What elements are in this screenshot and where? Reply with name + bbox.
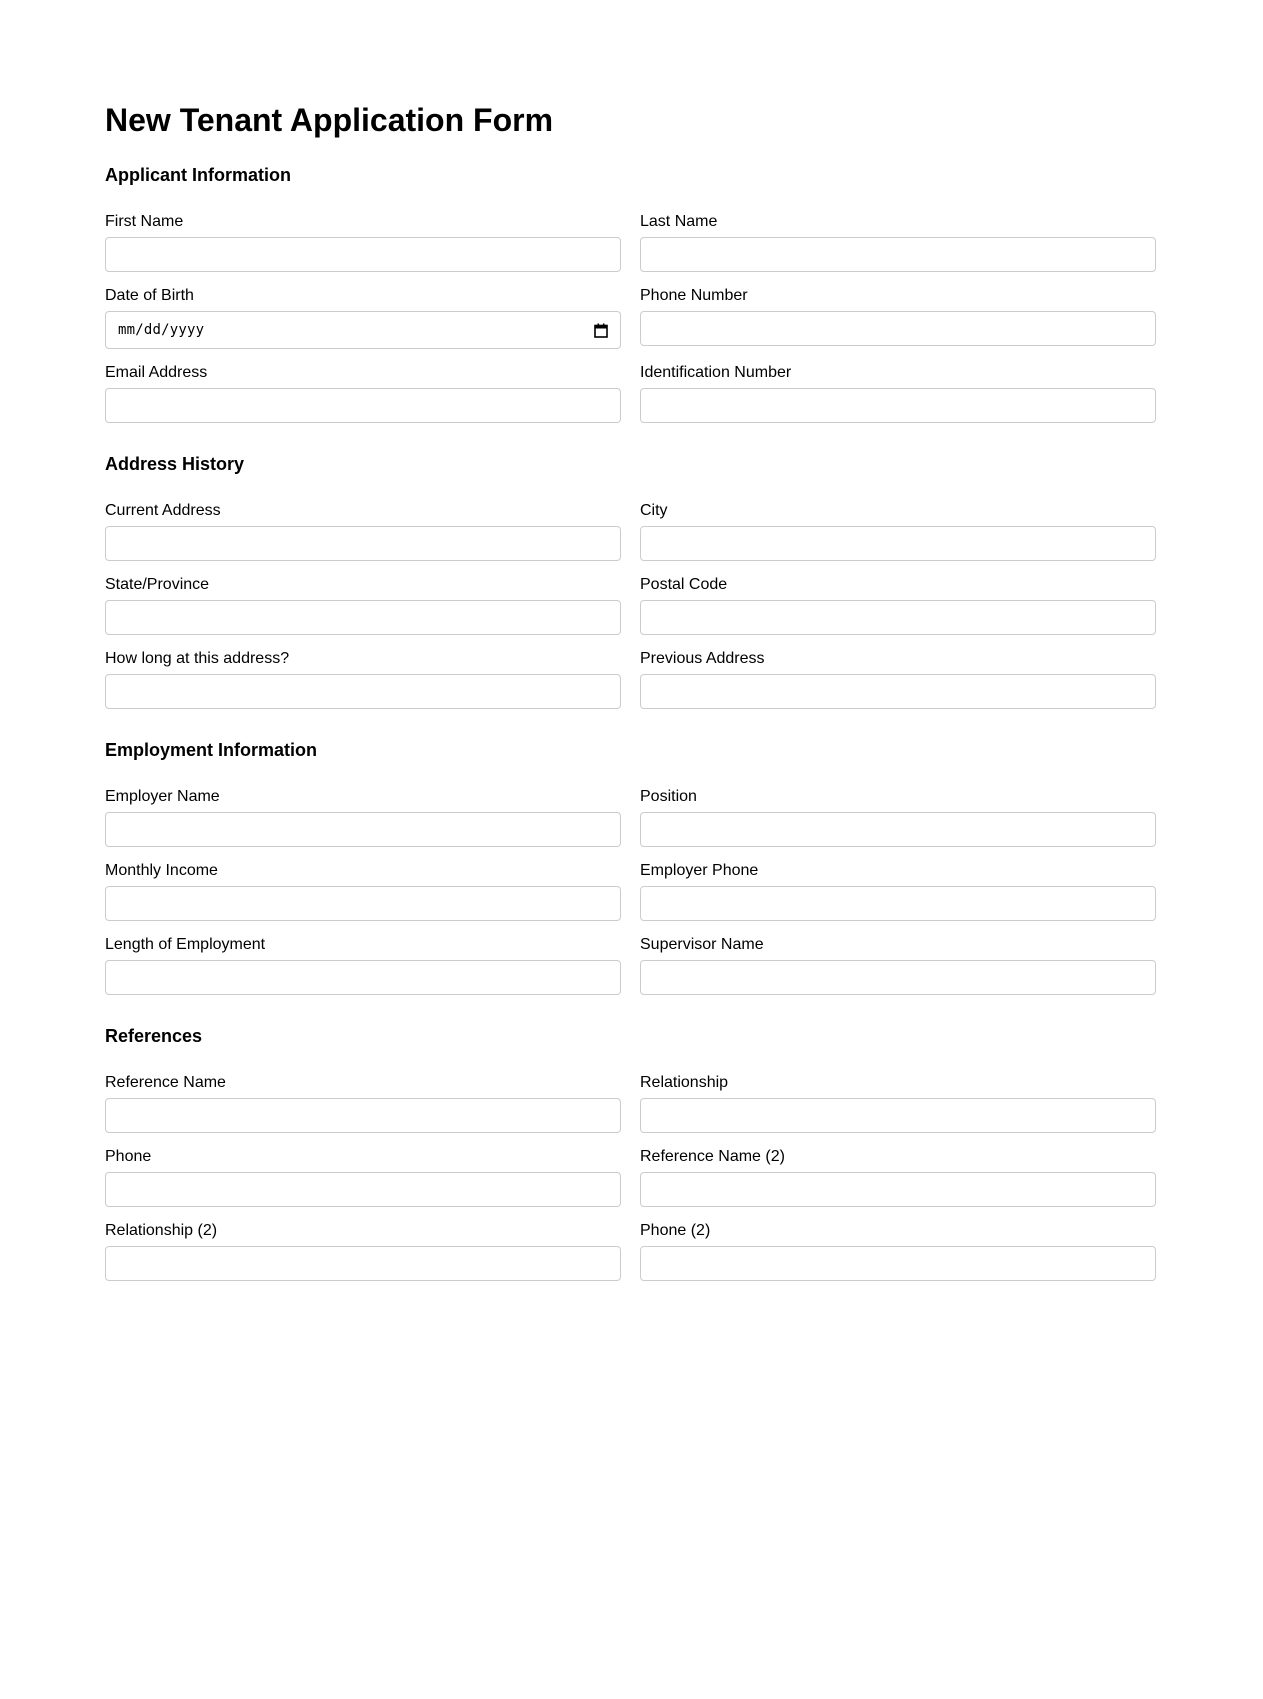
- relationship-2-input[interactable]: [105, 1246, 621, 1281]
- time-at-address-group: [105, 649, 621, 709]
- relationship-label: Relationship: [640, 1074, 729, 1091]
- email-address-label: Email Address: [105, 364, 208, 381]
- employer-name-label: Employer Name: [105, 788, 220, 805]
- identification-number-group: [640, 363, 1156, 423]
- time-at-address-label: How long at this address?: [105, 650, 290, 667]
- reference-phone-2-input[interactable]: [640, 1246, 1156, 1281]
- reference-name-input[interactable]: [105, 1098, 621, 1133]
- supervisor-name-input[interactable]: [640, 960, 1156, 995]
- section-heading-address-history: Address History: [105, 454, 245, 474]
- state-province-group: [105, 575, 621, 635]
- address-history-fields: [105, 501, 1156, 723]
- reference-phone-2-label: Phone (2): [640, 1222, 711, 1239]
- reference-name-label: Reference Name: [105, 1074, 226, 1091]
- page-title: New Tenant Application Form: [105, 102, 554, 138]
- employer-phone-label: Employer Phone: [640, 862, 759, 879]
- phone-number-group: [640, 286, 1156, 349]
- monthly-income-input[interactable]: [105, 886, 621, 921]
- state-province-label: State/Province: [105, 576, 210, 593]
- date-of-birth-group: [105, 286, 621, 349]
- previous-address-label: Previous Address: [640, 650, 765, 667]
- reference-name-group: [105, 1073, 621, 1133]
- identification-number-label: Identification Number: [640, 364, 792, 381]
- first-name-group: [105, 212, 621, 272]
- relationship-2-group: [105, 1221, 621, 1281]
- references-fields: [105, 1073, 1156, 1295]
- section-heading-employment-information: Employment Information: [105, 740, 318, 760]
- calendar-icon[interactable]: [594, 323, 608, 338]
- email-address-group: [105, 363, 621, 423]
- reference-name-2-label: Reference Name (2): [640, 1148, 785, 1165]
- reference-name-2-input[interactable]: [640, 1172, 1156, 1207]
- date-of-birth-input[interactable]: [105, 311, 621, 349]
- reference-phone-group: [105, 1147, 621, 1207]
- last-name-label: Last Name: [640, 213, 718, 230]
- employer-phone-group: [640, 861, 1156, 921]
- postal-code-label: Postal Code: [640, 576, 728, 593]
- date-of-birth-placeholder: mm/dd/yyyy: [118, 322, 205, 338]
- last-name-input[interactable]: [640, 237, 1156, 272]
- date-of-birth-label: Date of Birth: [105, 287, 194, 304]
- relationship-input[interactable]: [640, 1098, 1156, 1133]
- city-input[interactable]: [640, 526, 1156, 561]
- reference-phone-input[interactable]: [105, 1172, 621, 1207]
- city-label: City: [640, 502, 668, 519]
- position-group: [640, 787, 1156, 847]
- time-at-address-input[interactable]: [105, 674, 621, 709]
- section-heading-references: References: [105, 1026, 203, 1046]
- length-of-employment-group: [105, 935, 621, 995]
- supervisor-name-group: [640, 935, 1156, 995]
- phone-number-label: Phone Number: [640, 287, 748, 304]
- relationship-group: [640, 1073, 1156, 1133]
- position-input[interactable]: [640, 812, 1156, 847]
- email-address-input[interactable]: [105, 388, 621, 423]
- monthly-income-group: [105, 861, 621, 921]
- identification-number-input[interactable]: [640, 388, 1156, 423]
- reference-phone-label: Phone: [105, 1148, 152, 1165]
- phone-number-input[interactable]: [640, 311, 1156, 346]
- employer-name-input[interactable]: [105, 812, 621, 847]
- first-name-label: First Name: [105, 213, 184, 230]
- postal-code-input[interactable]: [640, 600, 1156, 635]
- employer-phone-input[interactable]: [640, 886, 1156, 921]
- employment-information-fields: [105, 787, 1156, 1009]
- previous-address-input[interactable]: [640, 674, 1156, 709]
- section-heading-applicant-information: Applicant Information: [105, 165, 291, 185]
- current-address-input[interactable]: [105, 526, 621, 561]
- monthly-income-label: Monthly Income: [105, 862, 218, 879]
- state-province-input[interactable]: [105, 600, 621, 635]
- supervisor-name-label: Supervisor Name: [640, 936, 764, 953]
- employer-name-group: [105, 787, 621, 847]
- first-name-input[interactable]: [105, 237, 621, 272]
- reference-name-2-group: [640, 1147, 1156, 1207]
- relationship-2-label: Relationship (2): [105, 1222, 218, 1239]
- current-address-label: Current Address: [105, 502, 221, 519]
- length-of-employment-input[interactable]: [105, 960, 621, 995]
- reference-phone-2-group: [640, 1221, 1156, 1281]
- city-group: [640, 501, 1156, 561]
- postal-code-group: [640, 575, 1156, 635]
- applicant-information-fields: [105, 212, 1156, 437]
- last-name-group: [640, 212, 1156, 272]
- previous-address-group: [640, 649, 1156, 709]
- position-label: Position: [640, 788, 697, 805]
- length-of-employment-label: Length of Employment: [105, 936, 266, 953]
- current-address-group: [105, 501, 621, 561]
